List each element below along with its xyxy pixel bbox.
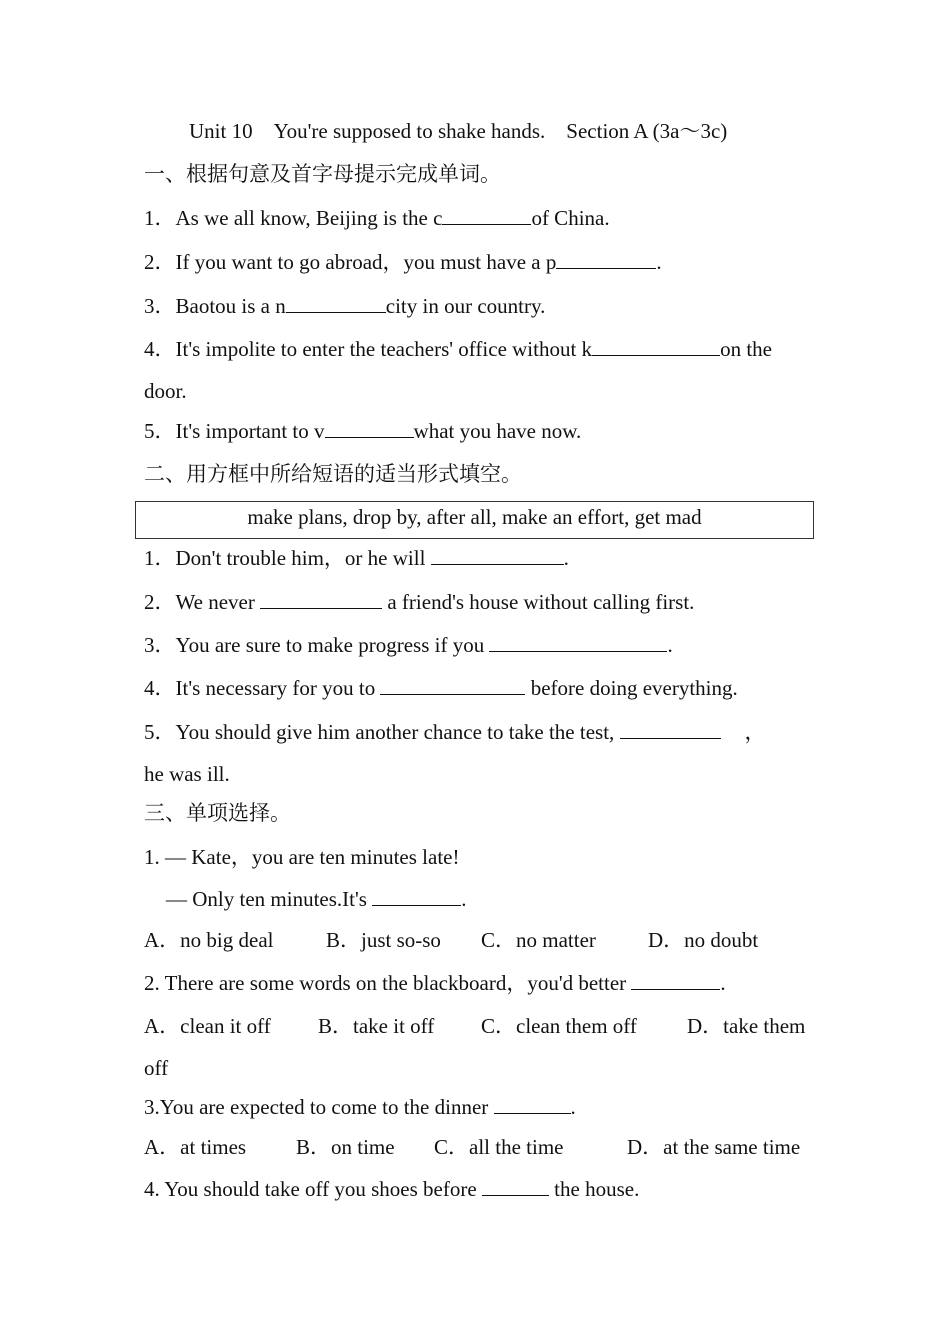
option-d[interactable]: D．at the same time <box>627 1135 801 1159</box>
question-3-4: 4. You should take off you shoes before the house. <box>144 1177 640 1201</box>
options-3-2-continued: off <box>144 1056 169 1080</box>
question-1-1: 1．As we all know, Beijing is the c of China. <box>144 206 610 230</box>
option-c[interactable]: C．all the time <box>434 1135 564 1159</box>
options-3-3 <box>144 1134 800 1160</box>
section-heading-1: 一、根据句意及首字母提示完成单词。 <box>144 162 501 186</box>
question-2-5-continued: he was ill. <box>144 762 230 786</box>
option-b[interactable]: B．just so-so <box>326 928 441 952</box>
answer-blank[interactable] <box>325 419 414 438</box>
question-2-3: 3．You are sure to make progress if you . <box>144 633 673 657</box>
option-c[interactable]: C．clean them off <box>481 1014 637 1038</box>
answer-blank[interactable] <box>592 337 720 356</box>
option-a[interactable]: A．at times <box>144 1135 247 1159</box>
answer-blank[interactable] <box>372 887 461 906</box>
answer-blank[interactable] <box>286 294 386 313</box>
question-2-5: 5．You should give him another chance to take the test, ， <box>144 720 766 744</box>
question-3-1: 1. — Kate，you are ten minutes late! <box>144 845 460 869</box>
option-a[interactable]: A．no big deal <box>144 928 274 952</box>
question-1-4: 4．It's impolite to enter the teachers' office without k on the <box>144 337 772 361</box>
question-3-2: 2. There are some words on the blackboard，you'd better . <box>144 971 726 995</box>
section-heading-2: 二、用方框中所给短语的适当形式填空。 <box>144 462 522 486</box>
answer-blank[interactable] <box>494 1095 571 1114</box>
section-heading-3: 三、单项选择。 <box>144 801 291 825</box>
question-1-3: 3．Baotou is a n city in our country. <box>144 294 546 318</box>
option-b[interactable]: B．on time <box>296 1135 395 1159</box>
question-2-4: 4．It's necessary for you to before doing everything. <box>144 676 738 700</box>
question-1-5: 5．It's important to v what you have now. <box>144 419 582 443</box>
option-c[interactable]: C．no matter <box>481 928 596 952</box>
option-d[interactable]: D．no doubt <box>648 928 759 952</box>
page-title: Unit 10 You're supposed to shake hands. Section A (3a～3c) <box>189 119 728 143</box>
option-a[interactable]: A．clean it off <box>144 1014 271 1038</box>
question-2-1: 1．Don't trouble him，or he will . <box>144 546 569 570</box>
answer-blank[interactable] <box>260 590 382 609</box>
options-3-1 <box>144 927 758 953</box>
options-3-2 <box>144 1013 805 1039</box>
question-3-1-response: — Only ten minutes.It's . <box>166 887 467 911</box>
question-3-3: 3.You are expected to come to the dinner . <box>144 1095 576 1119</box>
question-1-2: 2．If you want to go abroad，you must have a p . <box>144 250 662 274</box>
answer-blank[interactable] <box>631 971 720 990</box>
option-b[interactable]: B．take it off <box>318 1014 435 1038</box>
answer-blank[interactable] <box>431 546 564 565</box>
answer-blank[interactable] <box>620 720 721 739</box>
phrase-box: make plans, drop by, after all, make an effort, get mad <box>135 501 814 539</box>
answer-blank[interactable] <box>482 1177 549 1196</box>
answer-blank[interactable] <box>380 676 525 695</box>
answer-blank[interactable] <box>489 633 667 652</box>
question-1-4-continued: door. <box>144 379 187 403</box>
option-d[interactable]: D．take them <box>687 1014 806 1038</box>
question-2-2: 2．We never a friend's house without calling first. <box>144 590 695 614</box>
answer-blank[interactable] <box>556 250 656 269</box>
answer-blank[interactable] <box>442 206 531 225</box>
